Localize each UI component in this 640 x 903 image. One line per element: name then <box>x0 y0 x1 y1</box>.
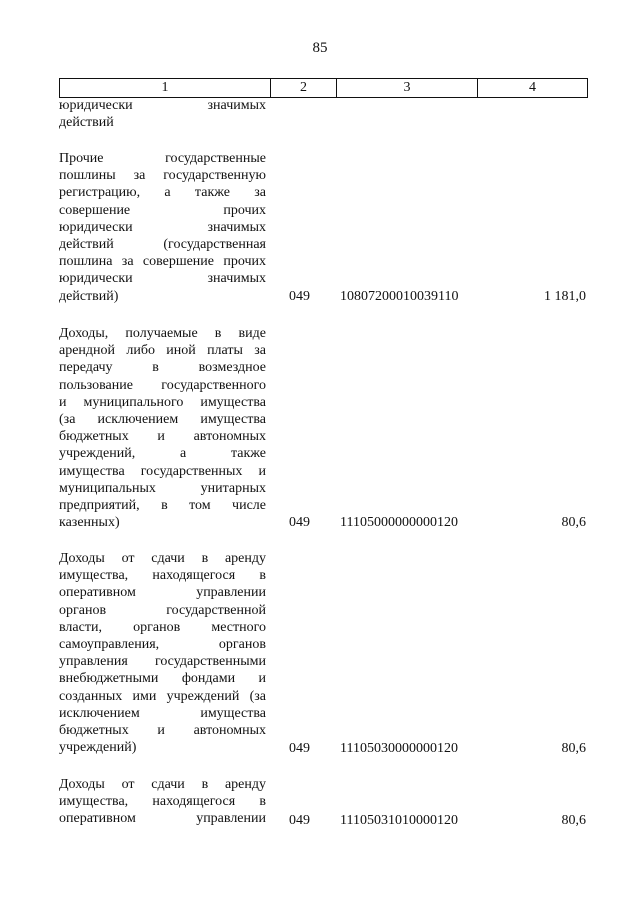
desc-line: учреждений, а также <box>59 446 266 462</box>
desc-line: Доходы от сдачи в аренду <box>59 551 266 566</box>
desc-line: регистрацию, а также за <box>59 185 266 201</box>
desc-line: юридически значимых <box>59 271 266 287</box>
desc-line: органов государственной <box>59 602 266 618</box>
header-col-1: 1 <box>60 79 271 97</box>
desc-line: муниципальных унитарных <box>59 480 266 496</box>
desc-line: исключением имущества <box>59 705 266 721</box>
budget-classification-code: 11105031010000120 <box>340 813 458 828</box>
page-number: 85 <box>312 40 328 56</box>
header-col-4: 4 <box>529 80 536 95</box>
kbk-admin-code: 049 <box>289 813 310 828</box>
budget-classification-code: 11105000000000120 <box>340 515 458 530</box>
desc-line: передачу в возмездное <box>59 360 266 376</box>
desc-line: пользование государственного <box>59 377 266 393</box>
desc-line: власти, органов местного <box>59 619 266 635</box>
desc-line: арендной либо иной платы за <box>59 343 266 359</box>
desc-line: оперативном управлении <box>59 811 266 827</box>
kbk-admin-code: 049 <box>289 741 310 756</box>
desc-line: Прочие государственные <box>59 151 266 166</box>
header-col-2: 2 <box>271 79 337 97</box>
desc-line: Доходы от сдачи в аренду <box>59 777 266 792</box>
row-description <box>59 776 266 828</box>
budget-classification-code: 10807200010039110 <box>340 289 459 304</box>
row-description <box>59 325 266 531</box>
desc-line: оперативном управлении <box>59 585 266 601</box>
header-col-3: 3 <box>337 79 478 97</box>
desc-line: самоуправления, органов <box>59 636 266 652</box>
kbk-admin-code: 049 <box>289 515 310 530</box>
desc-line: и муниципального имущества <box>59 394 266 410</box>
desc-line: пошлина за совершение прочих <box>59 254 266 270</box>
desc-line: действий) <box>59 288 119 304</box>
desc-line: бюджетных и автономных <box>59 429 266 445</box>
desc-line: бюджетных и автономных <box>59 722 266 738</box>
desc-line: Доходы, получаемые в виде <box>59 326 266 341</box>
desc-line: юридически значимых <box>59 219 266 235</box>
desc-line: управления государственными <box>59 654 266 670</box>
amount: 80,6 <box>561 813 586 828</box>
desc-line: созданных ими учреждений (за <box>59 688 266 704</box>
desc-line: совершение прочих <box>59 202 266 218</box>
row-description <box>59 150 266 305</box>
desc-line: юридически значимых <box>59 98 266 113</box>
budget-classification-code: 11105030000000120 <box>340 741 458 756</box>
desc-line: казенных) <box>59 515 120 531</box>
row-description <box>59 550 266 756</box>
amount: 80,6 <box>561 741 586 756</box>
desc-line: имущества государственных и <box>59 463 266 479</box>
desc-line: пошлины за государственную <box>59 168 266 184</box>
desc-line: действий (государственная <box>59 236 266 252</box>
amount: 80,6 <box>561 515 586 530</box>
kbk-admin-code: 049 <box>289 289 310 304</box>
desc-line: имущества, находящегося в <box>59 794 266 810</box>
amount: 1 181,0 <box>544 289 586 304</box>
desc-line: предприятий, в том числе <box>59 497 266 513</box>
desc-line: действий <box>59 115 114 131</box>
desc-line: имущества, находящегося в <box>59 568 266 584</box>
table-header <box>59 78 588 98</box>
desc-line: внебюджетными фондами и <box>59 671 266 687</box>
desc-line: учреждений) <box>59 740 137 756</box>
desc-line: (за исключением имущества <box>59 411 266 427</box>
row-description <box>59 97 266 131</box>
